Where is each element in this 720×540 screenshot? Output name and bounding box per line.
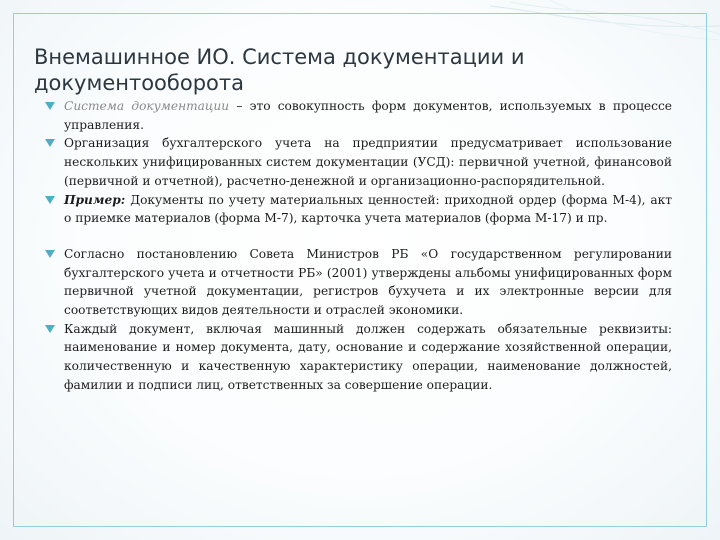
slide-title: Внемашинное ИО. Система документации и документооборота — [34, 45, 525, 95]
list-item — [44, 245, 672, 320]
list-item-text: Документы по учету материальных ценностей: приходной ордер (форма М-4), акт о приемке материалов (форма М-7), карточка учета материалов (форма М-17) и пр. — [64, 192, 672, 226]
bullet-triangle-icon — [45, 325, 55, 334]
list-item — [44, 97, 672, 134]
list-item — [44, 191, 672, 228]
list-item-text: Согласно постановлению Совета Министров РБ «О государственном регулировании бухгалтерского учета и отчетности РБ» (2001) утверждены альбомы унифицированных форм первичной учетной документации, регистров бухучета и их электронные версии для соответствующих видов деятельности и отраслей экономики. — [64, 246, 672, 318]
bullet-list — [44, 97, 672, 395]
list-item-text: Каждый документ, включая машинный должен содержать обязательные реквизиты: наименование и номер документа, дату, основание и содержание хозяйственной операции, количественную и качественную характеристику операции, наименование должностей, фамилии и подписи лиц, ответственных за совершение операции. — [64, 321, 672, 392]
bullet-triangle-icon — [45, 250, 55, 259]
bullet-triangle-icon — [45, 102, 55, 111]
bullet-triangle-icon — [45, 139, 55, 148]
bullet-triangle-icon — [45, 196, 55, 205]
list-item-text: Организация бухгалтерского учета на предприятии предусматривает использование нескольких унифицированных систем документации (УСД): первичной учетной, финансовой (первичной и отчетной), расчетно-денежной и организационно-распорядительной. — [64, 136, 672, 188]
example-label: Пример: — [64, 192, 126, 207]
list-item-text: – это совокупность форм документов, используемых в процессе управления. — [64, 99, 672, 132]
list-item — [44, 320, 672, 395]
definition-term: Система документации — [64, 99, 230, 113]
list-item — [44, 134, 672, 190]
